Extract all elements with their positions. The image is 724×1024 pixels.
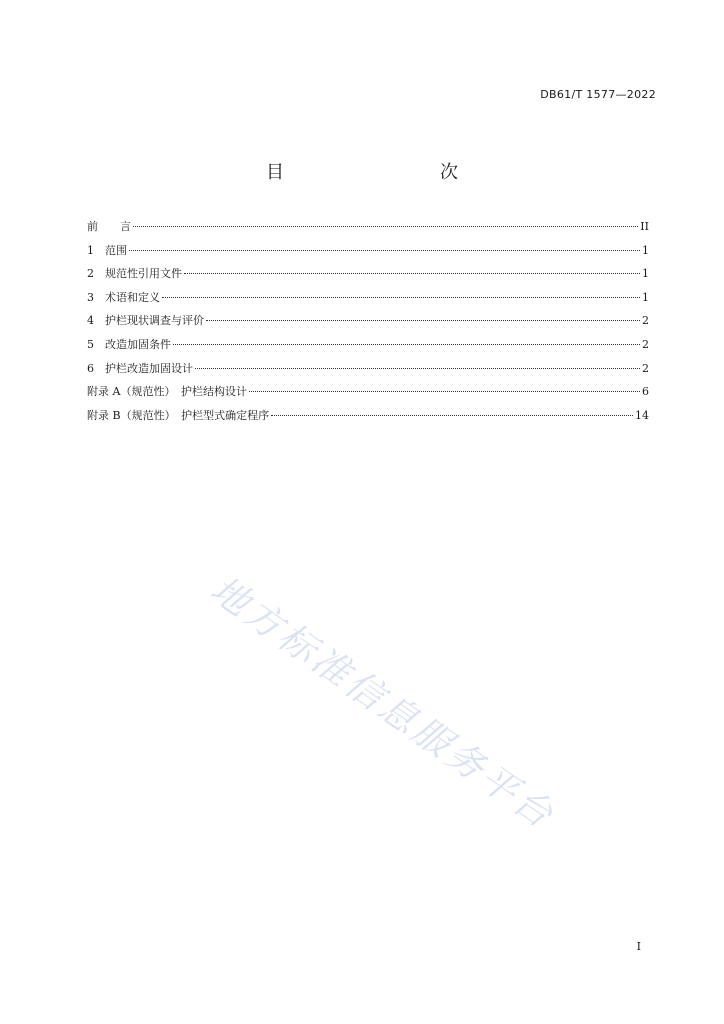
- toc-entry-page: 2: [642, 314, 649, 328]
- toc-entry[interactable]: [87, 360, 649, 384]
- page-number: I: [636, 940, 641, 953]
- toc-entry[interactable]: [87, 383, 649, 407]
- toc-entry-number: 4: [87, 314, 94, 328]
- toc-entry-page: II: [640, 220, 649, 233]
- toc-entry-number: 3: [87, 290, 94, 304]
- toc-dot-leader: [129, 250, 640, 251]
- toc-entry-label: 前 言: [87, 220, 131, 233]
- toc-dot-leader: [162, 297, 640, 298]
- toc-entry-label: 范围: [105, 243, 127, 257]
- toc-dot-leader: [184, 273, 640, 274]
- toc-entry[interactable]: [87, 242, 649, 266]
- toc-entry-number: 6: [87, 361, 94, 375]
- toc-entry[interactable]: [87, 265, 649, 289]
- toc-dot-leader: [173, 344, 640, 345]
- toc-dot-leader: [271, 415, 633, 416]
- document-code: DB61/T 1577—2022: [540, 88, 656, 101]
- toc-entry[interactable]: [87, 312, 649, 336]
- toc-entry-number: 1: [87, 243, 94, 257]
- page-title: 目 次: [266, 162, 498, 183]
- toc-entry-number: 5: [87, 337, 94, 351]
- toc-entry[interactable]: [87, 218, 649, 242]
- toc-entry-label: 术语和定义: [105, 290, 160, 304]
- toc-entry-number: 2: [87, 267, 94, 281]
- toc-entry-label: 附录 A（规范性） 护栏结构设计: [87, 385, 247, 399]
- watermark: 地方标准信息服务平台: [202, 567, 564, 839]
- toc-entry[interactable]: [87, 336, 649, 360]
- toc-entry-label: 护栏改造加固设计: [105, 361, 193, 375]
- toc-entry-page: 6: [642, 385, 649, 399]
- toc-entry-label: 规范性引用文件: [105, 267, 182, 281]
- toc-dot-leader: [249, 391, 640, 392]
- toc-entry-page: 1: [642, 243, 649, 257]
- toc-dot-leader: [133, 226, 638, 227]
- toc-dot-leader: [195, 368, 640, 369]
- toc-entry[interactable]: [87, 289, 649, 313]
- toc-entry-label: 护栏现状调查与评价: [105, 314, 204, 328]
- toc-entry-label: 附录 B（规范性） 护栏型式确定程序: [87, 408, 270, 422]
- toc-entry-page: 2: [642, 361, 649, 375]
- toc-entry[interactable]: [87, 407, 649, 431]
- toc-entry-page: 1: [642, 267, 649, 281]
- toc-entry-label: 改造加固条件: [105, 337, 171, 351]
- toc-dot-leader: [206, 320, 640, 321]
- toc-entry-page: 1: [642, 290, 649, 304]
- table-of-contents: [87, 218, 649, 430]
- toc-entry-page: 2: [642, 337, 649, 351]
- toc-entry-page: 14: [635, 408, 649, 422]
